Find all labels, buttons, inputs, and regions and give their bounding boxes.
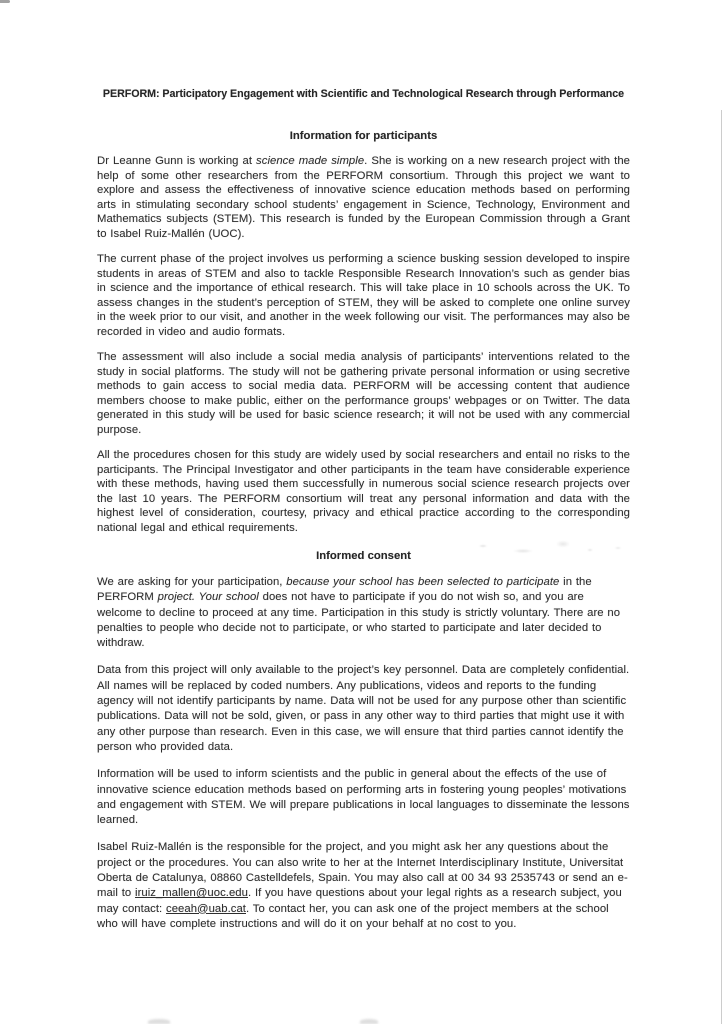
text-run: Information will be used to inform scientists and the public in general about the effects of the use of innovative science education methods based on performing arts in fostering young peoples’ motivations and engagement with STEM. We will prepare publications in local languages to disseminate the lessons learned. [97,768,630,827]
paragraph [97,448,630,535]
paragraph [97,767,630,828]
text-run: Dr Leanne Gunn is working at [97,155,257,167]
information-section-paragraphs [97,154,630,535]
text-run: Isabel Ruiz-Mallén is the responsible for the project, and you might ask her any questions about the project or the procedures. You can also write to her at the Internet Interdisciplinary Institute, Universitat Oberta de Catalunya, 08860 Castelldefels, Spain. You may also call at 00 34 93 2535743 or send an e-mail to [97,841,628,900]
paragraph [97,840,630,932]
paragraph [97,350,630,437]
scan-artifact-bottom-smudge [148,1019,170,1024]
text-run: . If you have questions about your legal rights as a research subject, you may contact: [97,887,622,915]
text-run: in the PERFORM [97,576,592,604]
text-run: because your school has been selected to participate [286,576,560,588]
text-run: The assessment will also include a social media analysis of participants’ interventions related to the study in social platforms. The study will not be gathering private personal information or using secretive methods to gain access to social media data. PERFORM will be accessing content that audience members choose to make public, either on the performance groups’ webpages or on Twitter. The data generated in this study will be used for basic science research; it will not be used with any commercial purpose. [97,351,630,436]
text-run: . She is working on a new research project with the help of some other researchers from the PERFORM consortium. Through this project we want to explore and assess the effectiveness of innovative science education methods based on performing arts in stimulating secondary school students’ engagement in Science, Technology, Environment and Mathematics subjects (STEM). This research is funded by the European Commission through a Grant to Isabel Ruiz-Mallén (UOC). [97,155,630,240]
text-run: project. Your school [157,591,259,604]
paragraph [97,252,630,339]
document-content [97,88,630,944]
text-run: does not have to participate if you do not wish so, and you are welcome to decline to proceed at any time. Participation in this study is strictly voluntary. There are no penalties to people who decide not to participate, or who started to participate and later decided to withdraw. [97,591,621,650]
text-run: . To contact her, you can ask one of the project members at the school who will have complete instructions and will do it on your behalf at no cost to you. [97,902,609,930]
text-run: The current phase of the project involves us performing a science busking session developed to inspire students in areas of STEM and also to tackle Responsible Research Innovation’s such as gender bias in science and the importance of ethical research. This will take place in 10 schools across the UK. To assess changes in the student’s perception of STEM, they will be asked to complete one online survey in the week prior to our visit, and another in the week following our visit. The performances may also be recorded in video and audio formats. [97,253,630,338]
section-heading-information: Information for participants [289,130,438,142]
text-run: science made simple [256,155,365,167]
paragraph [97,575,630,651]
paragraph [97,663,630,755]
text-run: Data from this project will only available to the project’s key personnel. Data are completely confidential. All names will be replaced by coded numbers. Any publications, videos and reports to the funding agency will not identify participants by name. Data will not be used for any purpose other than scientific publications. Data will not be sold, given, or pass in any other way to third parties that might use it with any other purpose than research. Even in this case, we will ensure that third parties cannot identify the person who provided data. [97,664,630,753]
scan-artifact-right-edge [721,110,722,1024]
section-heading-informed-consent: Informed consent [316,550,411,562]
document-title: PERFORM: Participatory Engagement with Scientific and Technological Research through Performance [102,88,625,100]
email-link-uab: ceeah@uab.cat [166,902,246,915]
text-run: All the procedures chosen for this study are widely used by social researchers and entail no risks to the participants. The Principal Investigator and other participants in the team have considerable experience with these methods, having used them successfully in numerous social science research projects over the last 10 years. The PERFORM consortium will treat any personal information and data with the highest level of consideration, courtesy, privacy and ethical practice according to the corresponding national legal and ethical requirements. [97,449,630,534]
paragraph [97,154,630,241]
scan-artifact-corner [0,0,10,3]
scan-artifact-bottom-smudge [360,1019,378,1024]
consent-section-paragraphs [97,575,630,932]
text-run: We are asking for your participation, [97,576,287,588]
email-link-uoc: iruiz_mallen@uoc.edu [135,887,248,900]
